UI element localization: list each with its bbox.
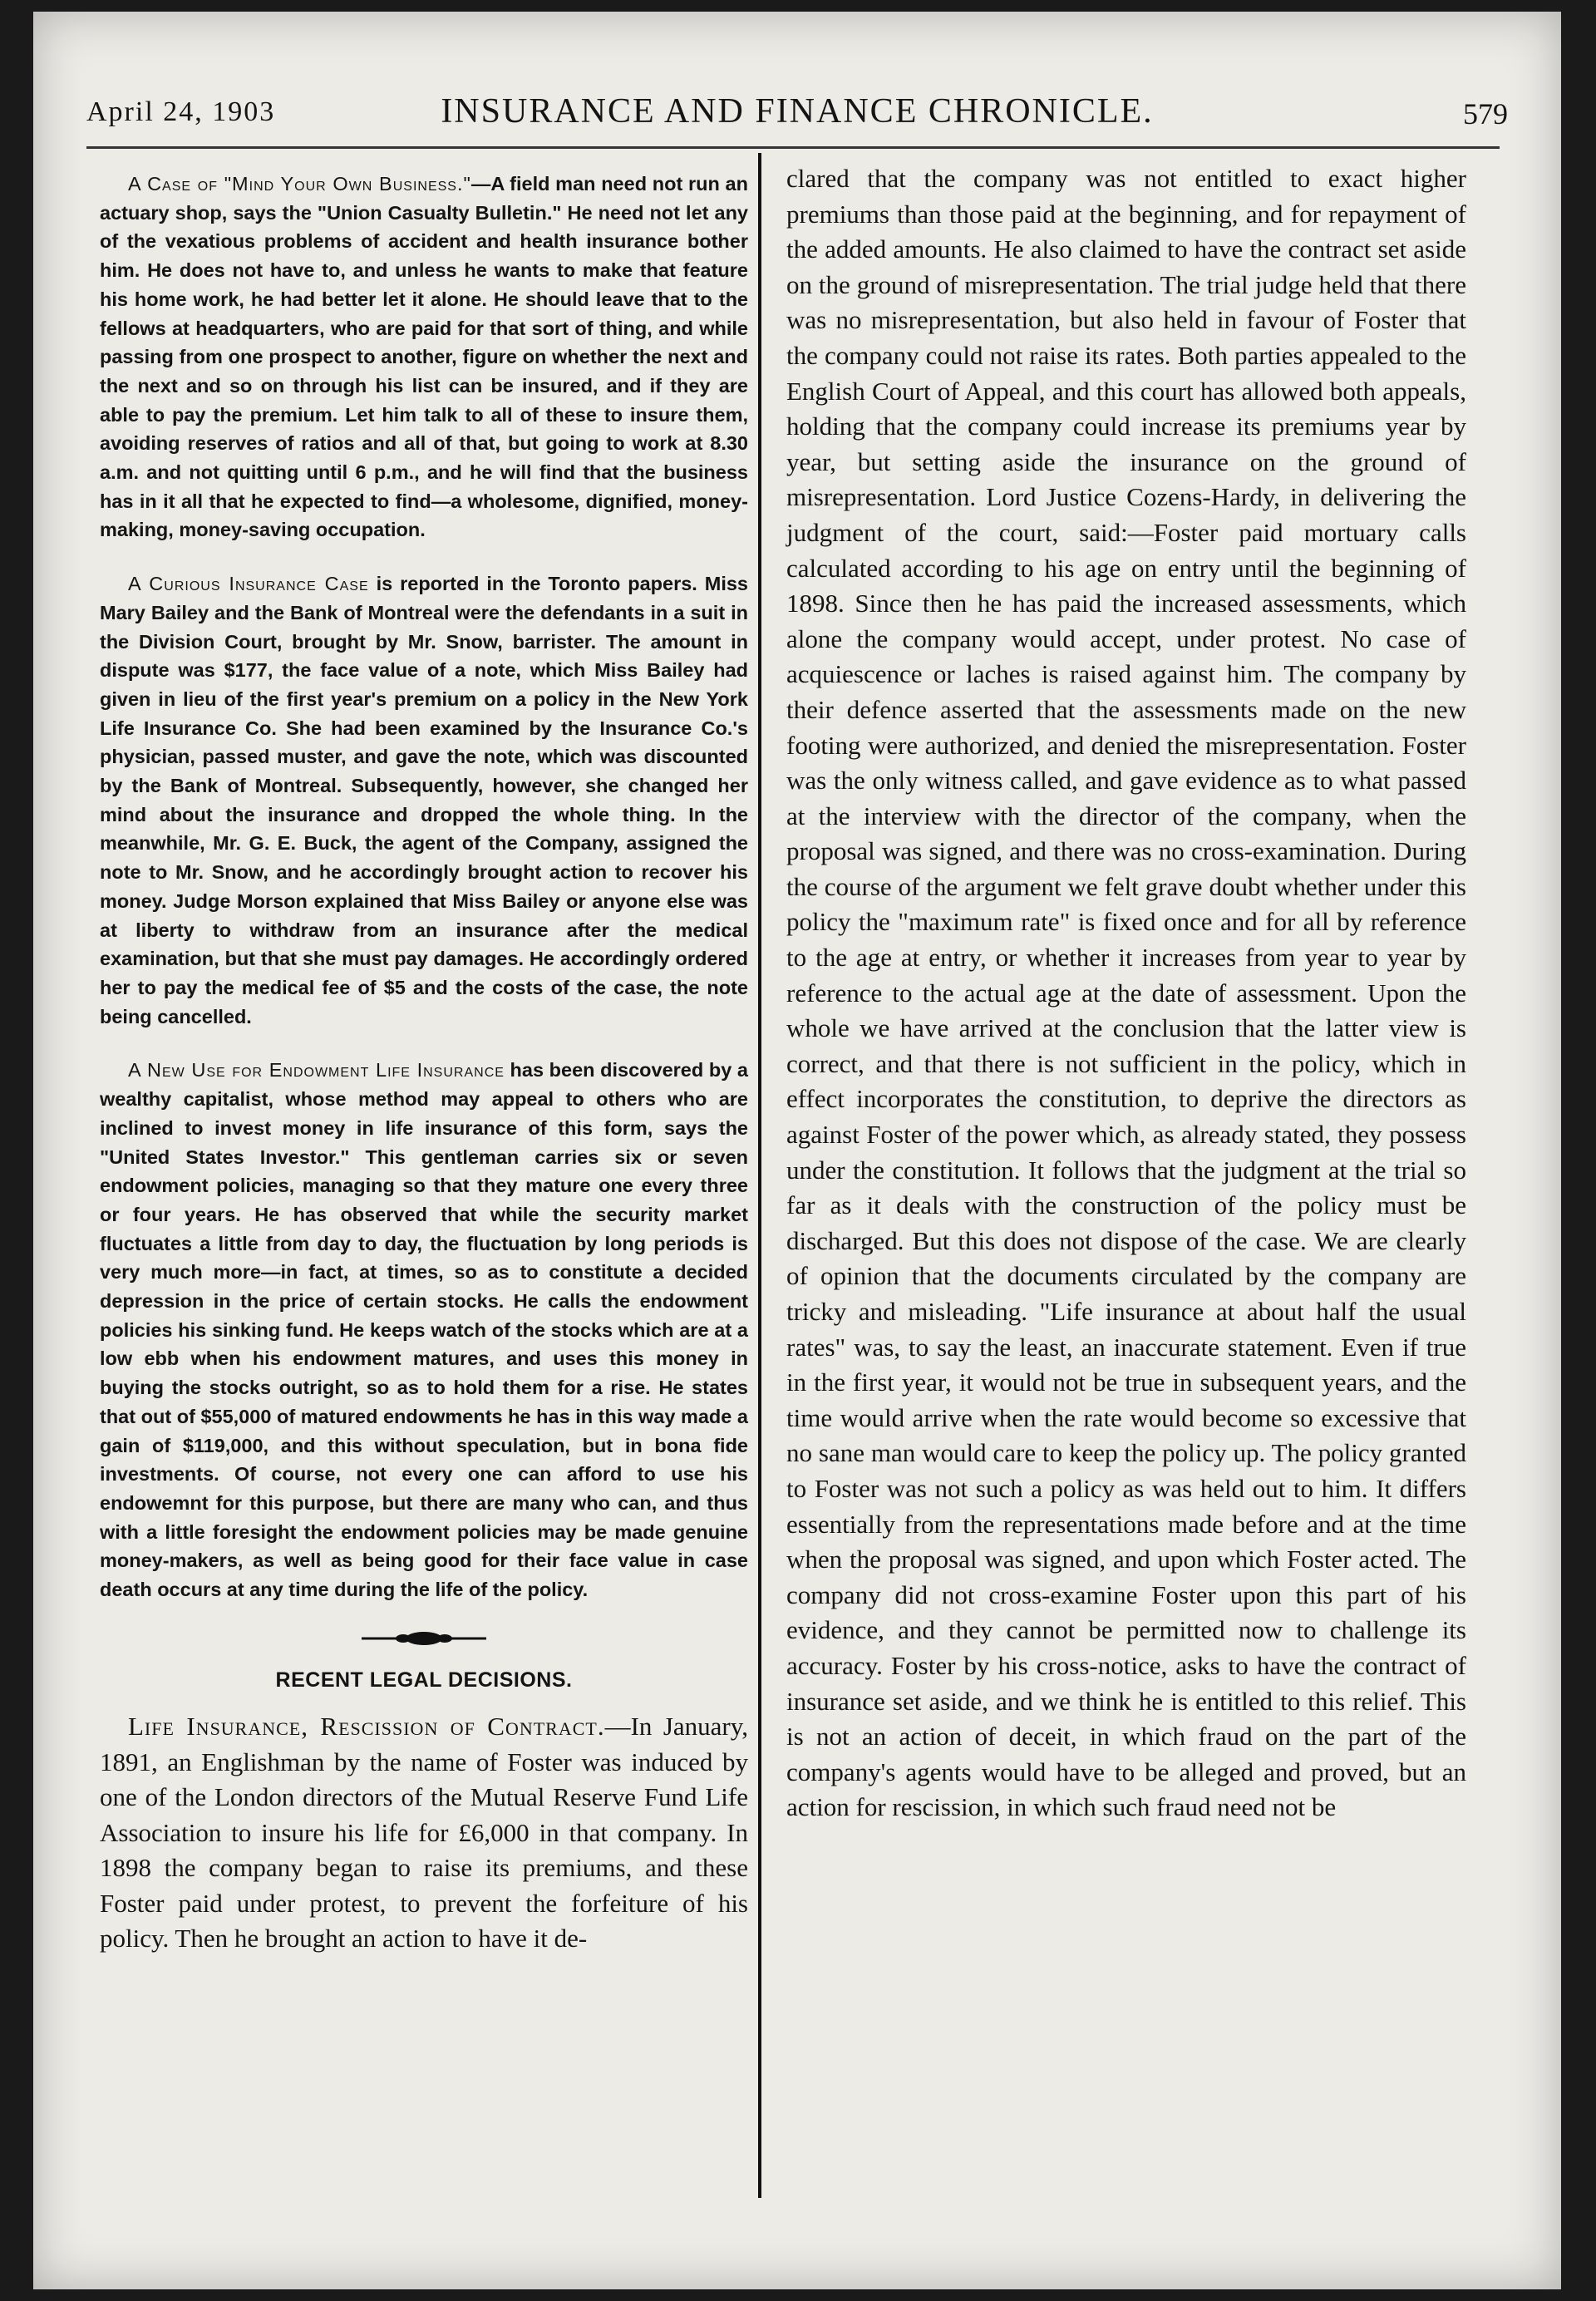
column-divider xyxy=(758,153,761,2198)
article-heading: Life Insurance, Rescission of Contract. xyxy=(128,1712,605,1742)
article-body: —A field man need not run an actuary shop, says the "Union Casualty Bulletin." He need not let any of the vexatious problems of accident and health insurance bother him. He does not have to, and unless he wants to make that feature his home work, he had better let it alone. He should leave that to the fellows at headquarters, who are paid for that sort of thing, and while passing from one prospect to another, figure on whether the next and the next and so on through his list can be insured, and if they are able to pay the premium. Let him talk to all of these to insure them, avoiding reserves of ratios and all of that, but going to work at 8.30 a.m. and not quitting until 6 p.m., and he will find that the business has in it all that he expected to find—a wholesome, dignified, money-making, money-saving occupation. xyxy=(100,173,748,541)
journal-page xyxy=(33,12,1561,2289)
article-new-use-endowment xyxy=(100,1056,748,1604)
article-body: has been discovered by a wealthy capitalist, whose method may appeal to others who are inclined to invest money in life insurance of this form, says the "United States Investor." This gentleman carries six or seven endowment policies, managing so that they mature one every three or four years. He has observed that while the security market fluctuates a little from day to day, the fluctuation by long periods is very much more—in fact, at times, so as to constitute a decided depression in the price of certain stocks. He calls the endowment policies his sinking fund. He keeps watch of the stocks which are at a low ebb when his endowment matures, and uses this money in buying the stocks outright, so as to hold them for a rise. He states that out of $55,000 of matured endowments he has in this way made a gain of $119,000, and this without speculation, but in bona fide investments. Of course, not every one can afford to use his endowemnt for this purpose, but there are many who can, and thus with a little foresight the endowment policies may be made genuine money-makers, as well as being good for their face value in case death occurs at any time during the life of the policy. xyxy=(100,1059,748,1601)
section-title: RECENT LEGAL DECISIONS. xyxy=(275,1668,573,1692)
article-mind-your-own-business xyxy=(100,170,748,544)
header-rule xyxy=(86,146,1500,149)
article-heading: A Curious Insurance Case xyxy=(128,573,369,595)
article-legal-decision xyxy=(100,1709,748,1957)
article-heading: A Case of "Mind Your Own Business." xyxy=(128,173,471,195)
publication-title: INSURANCE AND FINANCE CHRONICLE. xyxy=(441,92,1154,131)
right-column xyxy=(786,161,1466,1826)
ornament-divider-icon xyxy=(362,1629,486,1648)
issue-date: April 24, 1903 xyxy=(86,96,276,127)
article-continuation: clared that the company was not entitled to exact higher premiums than those paid at the beginning, and for repayment of the added amounts. He also claimed to have the contract set aside on the ground of misrepresentation. The trial judge held that there was no misrepresentation, but also held in favour of Foster that the company could not raise its rates. Both parties appealed to the English Court of Appeal, and this court has allowed both appeals, holding that the company could increase its premiums year by year, but setting aside the insurance on the ground of misrepresentation. Lord Justice Cozens-Hardy, in delivering the judgment of the court, said:—Foster paid mortuary calls calculated according to his age on entry until the beginning of 1898. Since then he has paid the increased assessments, which alone the company would accept, under protest. No case of acquiescence or laches is raised against him. The company by their defence asserted that the assessments made on the new footing were authorized, and denied the misrepresentation. Foster was the only witness called, and gave evidence as to what passed at the interview with the director of the company, when the proposal was signed, and there was no cross-examination. During the course of the argument we felt grave doubt whether under this policy the "maximum rate" is fixed once and for all by reference to the age at entry, or whether it increases from year to year by reference to the actual age at the date of assessment. Upon the whole we have arrived at the conclusion that the latter view is correct, and that there is not sufficient in the policy, which in effect incorporates the constitution, to deprive the directors as against Foster of the power which, as already stated, they possess under the constitution. It follows that the judgment at the trial so far as it deals with the construction of the policy must be discharged. But this does not dispose of the case. We are clearly of opinion that the documents circulated by the company are tricky and misleading. "Life insurance at about half the usual rates" was, to say the least, an inaccurate statement. Even if true in the first year, it would not be true in subsequent years, and the time would arrive when the rate would become so excessive that no sane man would care to keep the policy up. The policy granted to Foster was not such a policy as was held out to him. It differs essentially from the representations made before and at the time when the proposal was signed, and upon which Foster acted. The company did not cross-examine Foster upon this part of his evidence, and they cannot be permitted now to challenge its accuracy. Foster by his cross-notice, asks to have the contract of insurance set aside, and we think he is entitled to this relief. This is not an action of deceit, in which fraud on the part of the company's agents would have to be alleged and proved, but an action for rescission, in which such fraud need not be xyxy=(786,164,1466,1822)
article-body: —In January, 1891, an Englishman by the name of Foster was induced by one of the London directors of the Mutual Reserve Fund Life Association to insure his life for £6,000 in that company. In 1898 the company began to raise its premiums, and these Foster paid under protest, to prevent the forfeiture of his policy. Then he brought an action to have it de- xyxy=(100,1712,748,1954)
article-curious-insurance-case xyxy=(100,569,748,1031)
article-body: is reported in the Toronto papers. Miss Mary Bailey and the Bank of Montreal were the defendants in a suit in the Division Court, brought by Mr. Snow, barrister. The amount in dispute was $177, the face value of a note, which Miss Bailey had given in lieu of the first year's premium on a policy in the New York Life Insurance Co. She had been examined by the Insurance Co.'s physician, passed muster, and gave the note, which was discounted by the Bank of Montreal. Subsequently, however, she changed her mind about the insurance and dropped the whole thing. In the meanwhile, Mr. G. E. Buck, the agent of the Company, assigned the note to Mr. Snow, and he accordingly brought action to recover his money. Judge Morson explained that Miss Bailey or anyone else was at liberty to withdraw from an insurance after the medical examination, but that she must pay damages. He accordingly ordered her to pay the medical fee of $5 and the costs of the case, the note being cancelled. xyxy=(100,573,749,1027)
left-column xyxy=(100,170,748,1957)
article-heading: A New Use for Endowment Life Insurance xyxy=(128,1059,505,1082)
page-header xyxy=(86,88,1508,138)
page-number: 579 xyxy=(1463,97,1508,131)
